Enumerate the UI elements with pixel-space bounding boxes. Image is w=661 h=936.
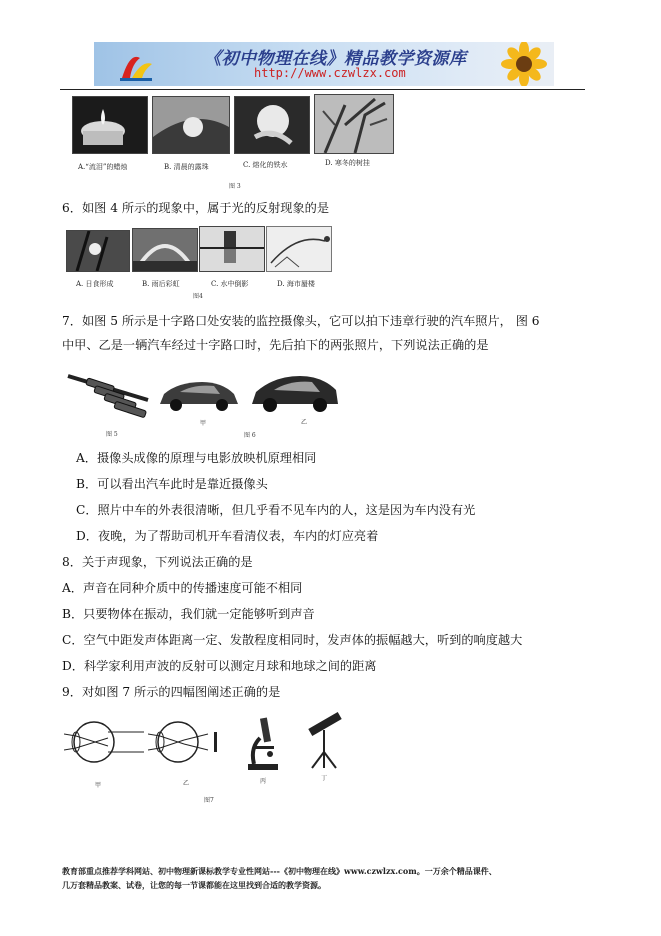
header-banner [94, 42, 554, 86]
microscope-icon [240, 712, 290, 772]
q7-stem-line1: 7．如图 5 所示是十字路口处安装的监控摄像头，它可以拍下违章行驶的汽车照片， 图 6 [62, 314, 540, 328]
q6-stem: 6．如图 4 所示的现象中，属于光的反射现象的是 [62, 201, 330, 215]
fig3-caption-b: B. 清晨的露珠 [164, 163, 209, 171]
footer-line2: 几万套精品教案、试卷，让您的每一节课都能在这里找到合适的教学资源。 [62, 880, 326, 890]
banner-url[interactable]: http://www.czwlzx.com [254, 66, 406, 80]
fig7-label-yi: 乙 [183, 780, 190, 787]
reflection-photo [199, 226, 265, 272]
car-label-jia: 甲 [200, 420, 207, 427]
frost-tree-photo [314, 94, 394, 154]
telescope-icon [302, 708, 346, 770]
rainbow-photo [132, 228, 198, 272]
candle-photo [72, 96, 148, 154]
q7-option-b: B．可以看出汽车此时是靠近摄像头 [76, 477, 268, 491]
fig7-label-bing: 丙 [260, 778, 267, 785]
car-label-yi: 乙 [301, 419, 308, 426]
q7-stem-line2: 中甲、乙是一辆汽车经过十字路口时，先后拍下的两张照片，下列说法正确的是 [62, 338, 489, 352]
q8-option-a: A．声音在同种介质中的传播速度可能不相同 [62, 581, 303, 595]
fig3-caption-c: C. 熔化的铁水 [243, 161, 288, 169]
car-photo-yi [250, 368, 340, 414]
fig5-label: 图 5 [106, 431, 118, 438]
fig7-label: 图7 [204, 797, 214, 804]
q8-option-c: C．空气中距发声体距离一定、发散程度相同时，发声体的振幅越大，听到的响度越大 [62, 633, 523, 647]
mirage-photo [266, 226, 332, 272]
fig6-label: 图 6 [244, 432, 256, 439]
fig7-label-jia: 甲 [95, 782, 102, 789]
q7-option-a: A．摄像头成像的原理与电影放映机原理相同 [76, 451, 317, 465]
fig4-label: 图4 [193, 293, 203, 300]
site-logo-icon [116, 48, 156, 82]
q7-option-c: C．照片中车的外表很清晰，但几乎看不见车内的人，这是因为车内没有光 [76, 503, 476, 517]
fig3-caption-d: D. 寒冬的树挂 [325, 159, 370, 167]
fig7-label-ding: 丁 [321, 775, 328, 782]
fig4-caption-c: C. 水中倒影 [211, 280, 249, 288]
header-divider [60, 89, 585, 90]
sunflower-icon [494, 42, 554, 86]
q8-option-d: D．科学家利用声波的反射可以测定月球和地球之间的距离 [62, 659, 377, 673]
q7-option-d: D．夜晚，为了帮助司机开车看清仪表，车内的灯应亮着 [76, 529, 379, 543]
fig4-caption-a: A. 日食形成 [76, 280, 114, 288]
q8-option-b: B．只要物体在振动，我们就一定能够听到声音 [62, 607, 315, 621]
dew-photo [152, 96, 230, 154]
camera-photo [64, 366, 154, 420]
fig3-label: 图 3 [229, 183, 241, 190]
fig3-caption-a: A.“流泪”的蜡烛 [78, 163, 128, 171]
footer-line1: 教育部重点推荐学科网站、初中物理新课标教学专业性网站---《初中物理在线》www.czwlzx.com。一万余个精品课件、 [62, 866, 497, 876]
eye-diagram-yi [148, 716, 238, 768]
car-photo-jia [158, 374, 240, 412]
banner-title: 《初中物理在线》精品教学资源库 [204, 49, 467, 69]
q9-stem: 9．对如图 7 所示的四幅图阐述正确的是 [62, 685, 281, 699]
fig4-caption-b: B. 雨后彩虹 [142, 280, 180, 288]
q8-stem: 8．关于声现象，下列说法正确的是 [62, 555, 253, 569]
eclipse-photo [66, 230, 130, 272]
molten-iron-photo [234, 96, 310, 154]
eye-diagram-jia [64, 716, 154, 768]
fig4-caption-d: D. 海市蜃楼 [277, 280, 315, 288]
